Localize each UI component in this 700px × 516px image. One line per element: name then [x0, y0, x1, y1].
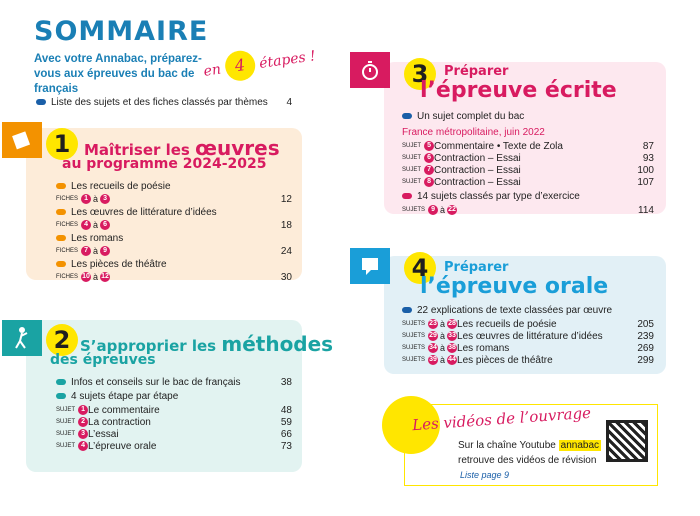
subject-range-entry[interactable] [402, 318, 654, 330]
subject-label: Contraction – Essai [434, 164, 521, 176]
classed-subjects-range[interactable]: SUJETS 9 à 22 114 [402, 204, 654, 216]
page-number: 18 [280, 219, 292, 231]
subject-prefix: SUJETS [402, 333, 426, 339]
bullet-icon [402, 307, 412, 313]
section-3-subtitle: l’épreuve écrite [420, 78, 617, 103]
subject-prefix: SUJET [56, 419, 76, 425]
range-prefix: FICHES [56, 248, 79, 254]
work-label [56, 180, 292, 192]
explications-entry: 22 explications de texte classées par œuvre [402, 304, 654, 316]
subject-prefix: SUJET [402, 179, 422, 185]
page-number: 73 [280, 440, 292, 452]
work-label [56, 206, 292, 218]
range-to: 38 [448, 344, 456, 351]
subject-entry[interactable] [56, 416, 292, 428]
section-4-list [402, 304, 654, 366]
subject-number: 7 [424, 165, 434, 175]
info-entry[interactable]: Infos et conseils sur le bac de français 38 [56, 376, 292, 388]
range-from: 7 [81, 246, 91, 256]
complete-subject-entry: Un sujet complet du bac [402, 110, 654, 122]
section-2-number: 2 [46, 324, 78, 356]
subject-number: 2 [78, 417, 88, 427]
range-connector: à [93, 246, 99, 256]
section-2-title: S’approprier les méthodes [80, 332, 334, 356]
range-from: 23 [429, 320, 437, 327]
range-to: 6 [100, 220, 110, 230]
range-connector: à [440, 355, 446, 365]
book-icon [2, 122, 42, 158]
section-1-number: 1 [46, 128, 78, 160]
bullet-icon [56, 235, 66, 241]
subject-label: Les recueils de poésie [457, 318, 557, 330]
page-number: 12 [280, 193, 292, 205]
page-number: 269 [637, 342, 654, 354]
subject-label: Les œuvres de littérature d’idées [457, 330, 603, 342]
subject-entry[interactable] [56, 404, 292, 416]
bullet-icon [56, 393, 66, 399]
qr-code-icon[interactable] [606, 420, 648, 462]
bullet-icon [56, 183, 66, 189]
subject-label: Les pièces de théâtre [457, 354, 553, 366]
page-number: 59 [280, 416, 292, 428]
range-from: 29 [429, 332, 437, 339]
page-number: 48 [280, 404, 292, 416]
subject-prefix: SUJETS [402, 345, 426, 351]
range-prefix: FICHES [56, 196, 79, 202]
section-3-title: Préparer [444, 64, 509, 79]
range-from: 4 [81, 220, 91, 230]
subject-label: Commentaire • Texte de Zola [434, 140, 563, 152]
range-to: 12 [101, 273, 109, 280]
speech-bubble-icon [350, 248, 390, 284]
range-connector: à [440, 331, 446, 341]
page-number: 87 [642, 140, 654, 152]
work-title: Les œuvres de littérature d’idées [71, 206, 217, 218]
subject-prefix: SUJET [402, 143, 422, 149]
subject-range-entry[interactable] [402, 354, 654, 366]
fiches-range[interactable] [56, 245, 292, 257]
range-from: 1 [81, 194, 91, 204]
subject-label: Contraction – Essai [434, 152, 521, 164]
subject-number: 3 [78, 429, 88, 439]
videos-line-1: Sur la chaîne Youtube annabac [458, 440, 600, 451]
bullet-icon [402, 113, 412, 119]
range-connector: à [440, 343, 446, 353]
stopwatch-icon [350, 52, 390, 88]
subject-number: 6 [424, 153, 434, 163]
section-1-subtitle: au programme 2024-2025 [62, 156, 267, 172]
etapes-number: 4 [223, 49, 257, 83]
section-2-list [56, 376, 292, 452]
subject-prefix: SUJET [56, 443, 76, 449]
section-2-subtitle: des épreuves [50, 352, 156, 368]
page-number: 299 [637, 354, 654, 366]
subject-entry[interactable] [402, 140, 654, 152]
subject-prefix: SUJET [56, 431, 76, 437]
subject-label: Le commentaire [88, 404, 160, 416]
subject-entry[interactable] [402, 164, 654, 176]
subject-label: Les romans [457, 342, 510, 354]
section-4-subtitle: l’épreuve orale [420, 274, 609, 299]
range-connector: à [93, 272, 99, 282]
steps-entry: 4 sujets étape par étape [56, 390, 292, 402]
bullet-icon [56, 209, 66, 215]
subject-subhead: France métropolitaine, juin 2022 [402, 126, 545, 138]
bullet-icon [56, 379, 66, 385]
range-from: 10 [82, 273, 90, 280]
subject-prefix: SUJETS [402, 357, 426, 363]
subject-label: L’essai [88, 428, 119, 440]
videos-page-link[interactable]: Liste page 9 [460, 470, 510, 480]
section-1-list [56, 180, 292, 284]
section-4-number: 4 [404, 252, 436, 284]
section-1-title: Maîtriser les œuvres [84, 136, 280, 160]
range-connector: à [93, 194, 99, 204]
subject-range-entry[interactable] [402, 342, 654, 354]
page-number: 107 [637, 176, 654, 188]
work-label [56, 258, 292, 270]
page-title: SOMMAIRE [34, 16, 209, 47]
subject-number: 4 [78, 441, 88, 451]
range-to: 9 [100, 246, 110, 256]
page-number: 205 [637, 318, 654, 330]
subject-prefix: SUJETS [402, 321, 426, 327]
subject-number: 8 [424, 177, 434, 187]
range-prefix: FICHES [56, 274, 79, 280]
work-label [56, 232, 292, 244]
page-number: 66 [280, 428, 292, 440]
classed-subjects-entry: 14 sujets classés par type d’exercice [402, 190, 654, 202]
subject-number: 1 [78, 405, 88, 415]
subject-prefix: SUJET [402, 167, 422, 173]
work-title: Les romans [71, 232, 124, 244]
page-number: 93 [642, 152, 654, 164]
subject-label: Contraction – Essai [434, 176, 521, 188]
videos-title: Les vidéos de l’ouvrage [411, 403, 592, 435]
subject-entry[interactable] [56, 428, 292, 440]
subject-prefix: SUJET [402, 155, 422, 161]
range-from: 34 [429, 344, 437, 351]
bullet-icon [36, 99, 46, 105]
intro-text: Avec votre Annabac, préparez-vous aux épreuves du bac de français [34, 53, 202, 95]
etapes-tag: en 4 étapes ! [201, 40, 317, 85]
range-connector: à [93, 220, 99, 230]
subject-label: La contraction [88, 416, 151, 428]
section-3-list [402, 110, 654, 216]
fiches-range[interactable] [56, 193, 292, 205]
subject-label: L’épreuve orale [88, 440, 157, 452]
bullet-icon [56, 261, 66, 267]
range-to: 28 [448, 320, 456, 327]
section-4-title: Préparer [444, 260, 509, 275]
range-connector: à [440, 319, 446, 329]
page-number: 30 [280, 271, 292, 283]
work-title: Les pièces de théâtre [71, 258, 167, 270]
subject-number: 5 [424, 141, 434, 151]
section-3-number: 3 [404, 58, 436, 90]
fiches-range[interactable] [56, 271, 292, 283]
subject-entry[interactable] [402, 152, 654, 164]
range-to: 3 [100, 194, 110, 204]
fiches-range[interactable] [56, 219, 292, 231]
runner-icon [2, 320, 42, 356]
range-from: 39 [429, 356, 437, 363]
page-number: 239 [637, 330, 654, 342]
range-to: 33 [448, 332, 456, 339]
page-number: 100 [637, 164, 654, 176]
themes-list-entry[interactable]: Liste des sujets et des fiches classés par thèmes 4 [36, 96, 292, 108]
page-number: 24 [280, 245, 292, 257]
range-prefix: FICHES [56, 222, 79, 228]
bullet-icon [402, 193, 412, 199]
range-to: 44 [448, 356, 456, 363]
work-title: Les recueils de poésie [71, 180, 171, 192]
subject-entry[interactable] [402, 176, 654, 188]
subject-entry[interactable] [56, 440, 292, 452]
subject-prefix: SUJET [56, 407, 76, 413]
youtube-channel-link[interactable]: annabac [560, 440, 600, 451]
subject-range-entry[interactable] [402, 330, 654, 342]
videos-line-2: retrouve des vidéos de révision [458, 455, 597, 466]
